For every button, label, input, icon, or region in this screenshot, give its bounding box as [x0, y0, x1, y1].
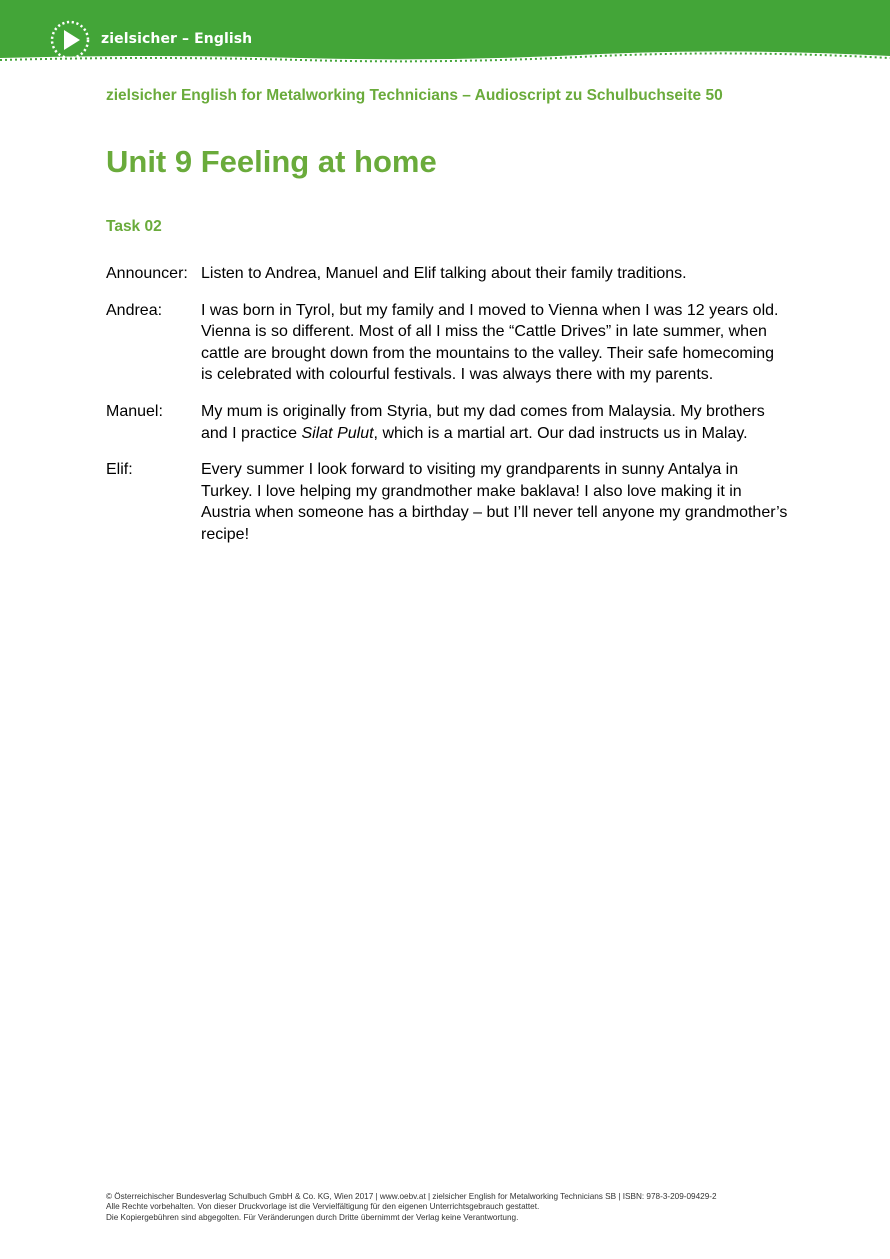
footer-line: © Österreichischer Bundesverlag Schulbuch GmbH & Co. KG, Wien 2017 | www.oebv.at | zielsicher English for Metalworking Technicians SB | ISBN: 978-3-209-09429-2: [106, 1192, 717, 1201]
speaker-label: Elif:: [106, 461, 133, 479]
document-header: zielsicher English for Metalworking Technicians – Audioscript zu Schulbuchseite 50: [106, 87, 723, 104]
footer-line: Die Kopiergebühren sind abgegolten. Für Veränderungen durch Dritte übernimmt der Verlag keine Verantwortung.: [106, 1212, 519, 1222]
speaker-label: Manuel:: [106, 402, 163, 420]
brand-logo-text: zielsicher – English: [101, 31, 253, 47]
speaker-text: Every summer I look forward to visiting my grandparents in sunny Antalya in Turkey. I love helping my grandmother make baklava! I also love making it in Austria when someone has a birthday – but I’ll never tell anyone my grandmother’s recipe!: [201, 461, 788, 543]
speaker-text: Listen to Andrea, Manuel and Elif talking about their family traditions.: [201, 265, 687, 282]
martial-art-name: Silat Pulut: [301, 424, 374, 442]
text-segment: My mum is originally from Styria, but my dad comes from Malaysia. My brothers and I practice: [201, 402, 765, 442]
audioscript: [106, 263, 790, 561]
speaker-label: Announcer:: [106, 265, 188, 282]
script-entry: [106, 300, 790, 386]
speaker-text: I was born in Tyrol, but my family and I moved to Vienna when I was 12 years old. Vienna is so different. Most of all I miss the “Cattle Drives” in late summer, when cattle are brought down from the mountains to the valley. Their safe homecoming is celebrated with colourful festivals. I was always there with my parents.: [201, 301, 779, 384]
text-segment: , which is a martial art. Our dad instructs us in Malay.: [373, 424, 748, 442]
script-entry: [106, 459, 790, 545]
script-entry: [106, 263, 790, 285]
copyright-footer: [106, 1192, 717, 1223]
task-heading: Task 02: [106, 218, 162, 235]
header-banner: [0, 0, 890, 80]
unit-title: Unit 9 Feeling at home: [106, 144, 437, 179]
footer-line: Alle Rechte vorbehalten. Von dieser Druckvorlage ist die Vervielfältigung für den eigenen Unterrichtsgebrauch gestattet.: [106, 1202, 540, 1212]
speaker-text: [201, 401, 790, 444]
script-entry: [106, 401, 790, 444]
speaker-label: Andrea:: [106, 301, 163, 319]
